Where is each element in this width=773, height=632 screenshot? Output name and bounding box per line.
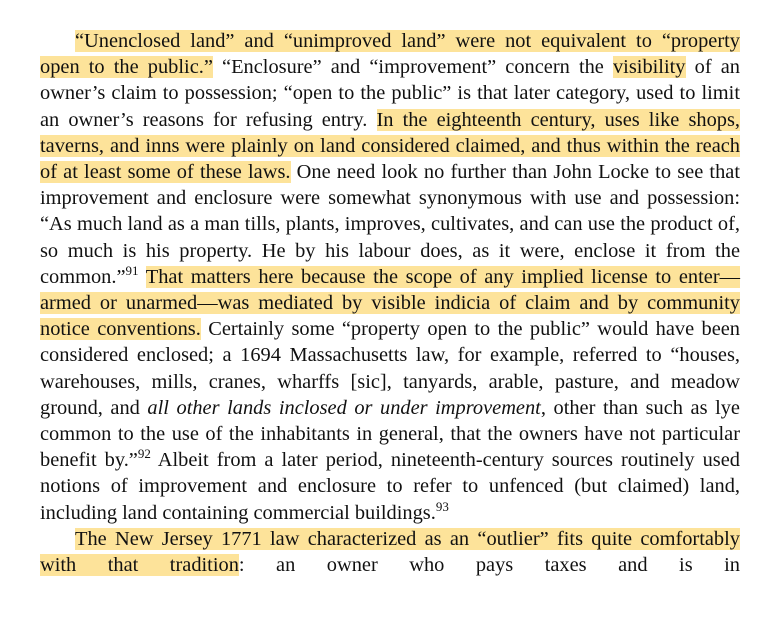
text-1: “Enclosure” and “improvement” concern the bbox=[212, 56, 613, 79]
highlight-1: “Unenclosed land” and “unimproved land” were not equivalent to “property open to the public.” bbox=[40, 30, 740, 79]
text-4: Certainly some “property open to the public” would have been considered enclosed; a 1694 Massachusetts law, for example, referred to “houses, warehouses, mills, cranes, wharffs [sic], tanyards, arable, pasture, and meadow ground, and bbox=[40, 318, 740, 419]
paragraph-2 bbox=[40, 526, 740, 578]
text-6: Albeit from a later period, nineteenth-century sources routinely used notions of improvement and enclosure to refer to unfenced (but claimed) land, including land containing commercial buildings. bbox=[40, 449, 740, 524]
text-2: of an owner’s claim to possession; “open to the public” is that later category, used to limit an owner’s reasons for refusing entry. bbox=[40, 56, 740, 131]
footnote-91: 91 bbox=[125, 263, 139, 279]
highlight-2: visibility bbox=[612, 56, 686, 79]
text-3: One need look no further than John Locke to see that improvement and enclosure were somewhat synonymous with use and possession: “As much land as a man tills, plants, improves, cultivates, and can use the product of, so much is his property. He by his labour does, as it were, enclose it from the common.” bbox=[40, 161, 741, 288]
footnote-92: 92 bbox=[137, 446, 151, 462]
highlight-4: That matters here because the scope of any implied license to enter—armed or unarmed—was mediated by visible indicia of claim and by community notice conventions. bbox=[40, 265, 740, 341]
document-page bbox=[40, 28, 740, 578]
text-5: , other than such as lye common to the use of the inhabitants in general, that the owners have not particular benefit by.” bbox=[40, 396, 740, 472]
paragraph-1 bbox=[40, 28, 740, 526]
italic-phrase: all other lands inclosed or under improvement bbox=[147, 396, 541, 419]
text-7: : an owner who pays taxes and is in bbox=[238, 554, 740, 577]
footnote-93: 93 bbox=[435, 498, 449, 514]
highlight-3: In the eighteenth century, uses like shops, taverns, and inns were plainly on land considered claimed, and thus within the reach of at least some of these laws. bbox=[40, 108, 741, 184]
highlight-5: The New Jersey 1771 law characterized as an “outlier” fits quite comfortably with that tradition bbox=[40, 527, 740, 577]
